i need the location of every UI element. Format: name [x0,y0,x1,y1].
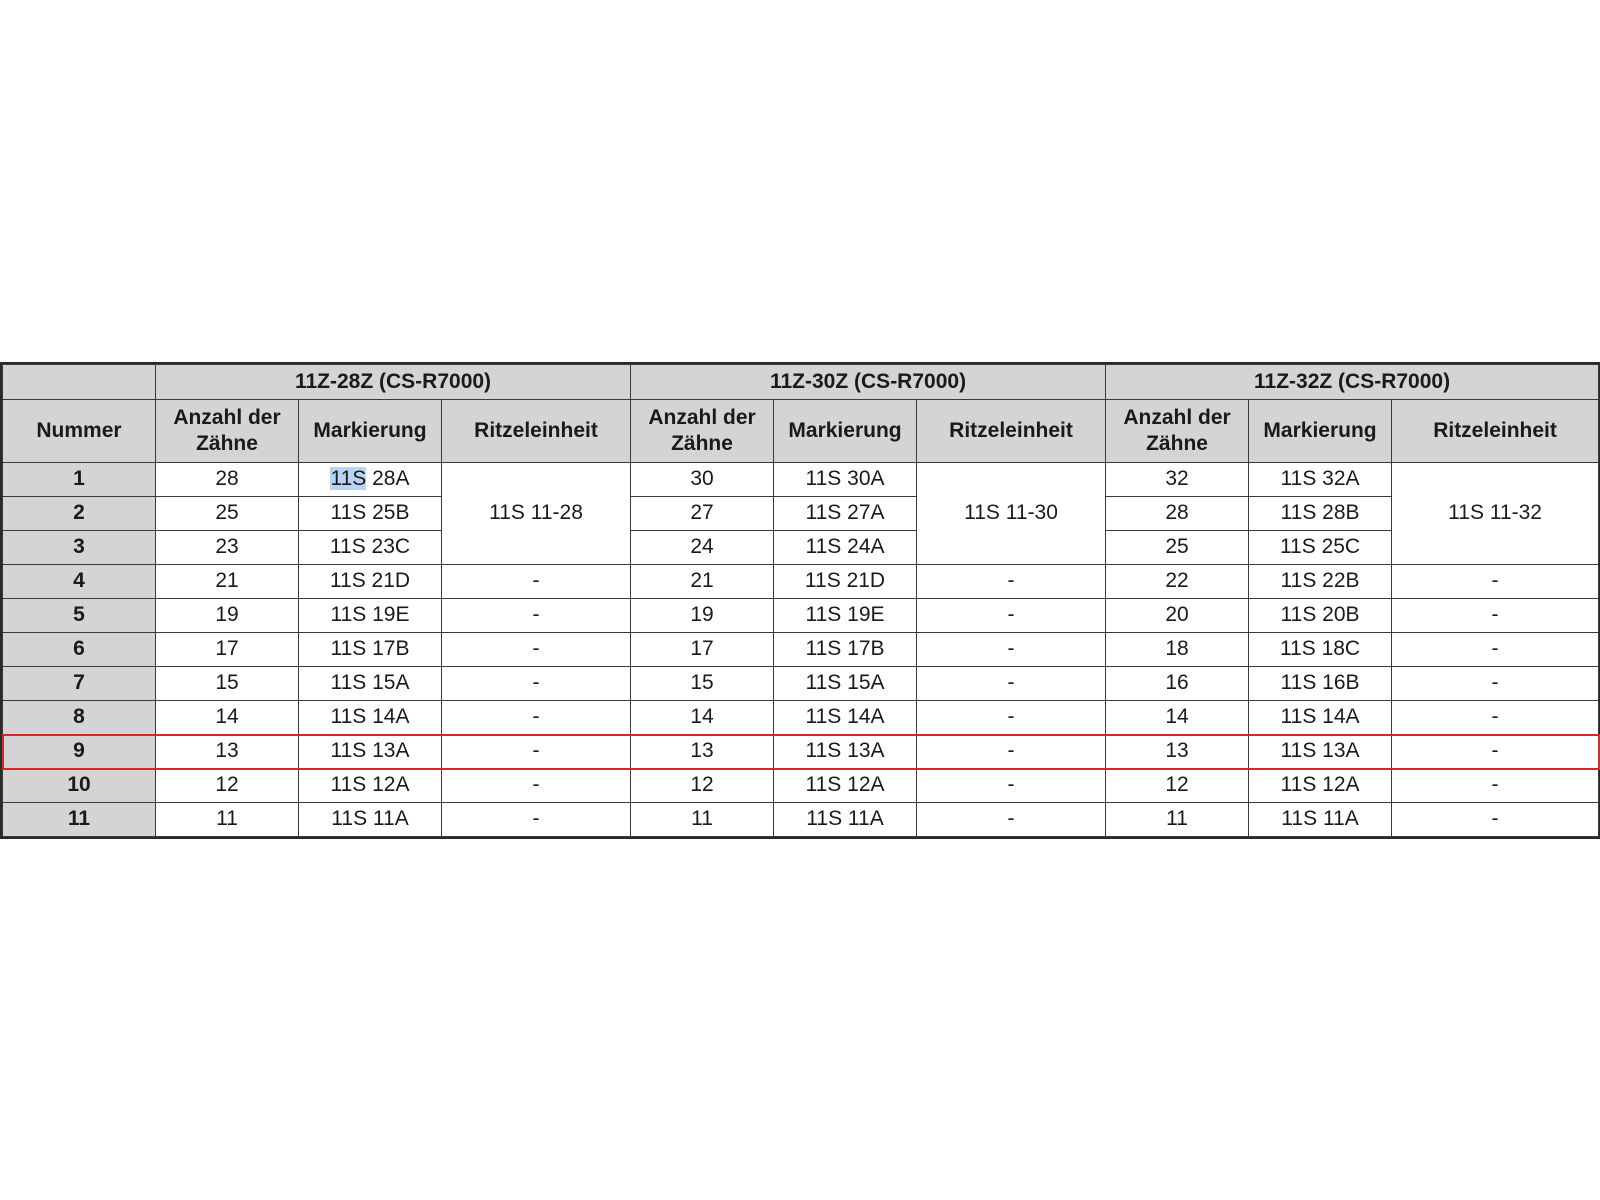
column-header-nummer: Nummer [3,400,156,463]
row-number: 10 [3,769,156,803]
teeth-cell[interactable]: 19 [156,599,299,633]
marking-cell[interactable]: 11S 18C [1249,633,1392,667]
unit-cell[interactable]: - [917,565,1106,599]
marking-cell[interactable]: 11S 21D [299,565,442,599]
row-number: 3 [3,531,156,565]
marking-cell[interactable]: 11S 15A [774,667,917,701]
column-header-teeth: Anzahl der Zähne [1106,400,1249,463]
unit-cell[interactable]: - [1392,803,1599,837]
unit-cell[interactable]: - [1392,599,1599,633]
group-header-row [3,365,1599,400]
table-row [3,463,1599,497]
marking-cell[interactable]: 11S 25B [299,497,442,531]
row-number: 9 [3,735,156,769]
row-number: 1 [3,463,156,497]
teeth-cell[interactable]: 28 [156,463,299,497]
teeth-cell[interactable]: 17 [156,633,299,667]
unit-cell[interactable]: - [1392,667,1599,701]
unit-cell[interactable]: - [917,803,1106,837]
teeth-cell[interactable]: 12 [631,769,774,803]
column-header-unit: Ritzeleinheit [917,400,1106,463]
teeth-cell[interactable]: 21 [156,565,299,599]
table-row [3,599,1599,633]
row-number: 11 [3,803,156,837]
unit-cell[interactable]: - [442,769,631,803]
teeth-cell[interactable]: 24 [631,531,774,565]
marking-cell[interactable]: 11S 12A [299,769,442,803]
row-number: 8 [3,701,156,735]
marking-cell[interactable]: 11S 21D [774,565,917,599]
teeth-cell[interactable]: 18 [1106,633,1249,667]
teeth-cell[interactable]: 13 [631,735,774,769]
column-header-teeth: Anzahl der Zähne [156,400,299,463]
unit-cell-merged[interactable]: 11S 11-32 [1392,463,1599,565]
unit-cell-merged[interactable]: 11S 11-28 [442,463,631,565]
unit-cell[interactable]: - [442,667,631,701]
unit-cell[interactable]: - [442,599,631,633]
unit-cell[interactable]: - [1392,565,1599,599]
teeth-cell[interactable]: 30 [631,463,774,497]
unit-cell[interactable]: - [917,735,1106,769]
teeth-cell[interactable]: 11 [156,803,299,837]
table-row-highlighted [3,735,1599,769]
unit-cell[interactable]: - [917,599,1106,633]
marking-cell[interactable]: 11S 11A [299,803,442,837]
teeth-cell[interactable]: 15 [156,667,299,701]
unit-cell[interactable]: - [442,701,631,735]
row-number: 2 [3,497,156,531]
teeth-cell[interactable]: 14 [1106,701,1249,735]
teeth-cell[interactable]: 28 [1106,497,1249,531]
unit-cell[interactable]: - [1392,769,1599,803]
marking-cell[interactable]: 11S 11A [774,803,917,837]
unit-cell[interactable]: - [442,633,631,667]
table-row [3,633,1599,667]
table-row [3,667,1599,701]
teeth-cell[interactable]: 14 [631,701,774,735]
row-number: 4 [3,565,156,599]
marking-cell[interactable]: 11S 32A [1249,463,1392,497]
unit-cell[interactable]: - [1392,701,1599,735]
text-selection: 11S [330,467,367,491]
row-number: 5 [3,599,156,633]
unit-cell[interactable]: - [917,667,1106,701]
teeth-cell[interactable]: 12 [156,769,299,803]
marking-cell[interactable]: 11S 12A [1249,769,1392,803]
teeth-cell[interactable]: 15 [631,667,774,701]
unit-cell[interactable]: - [917,701,1106,735]
marking-cell[interactable]: 11S 24A [774,531,917,565]
teeth-cell[interactable]: 14 [156,701,299,735]
teeth-cell[interactable]: 19 [631,599,774,633]
teeth-cell[interactable]: 13 [1106,735,1249,769]
marking-cell[interactable] [299,463,442,497]
marking-cell[interactable]: 11S 27A [774,497,917,531]
unit-cell[interactable]: - [917,633,1106,667]
marking-cell[interactable]: 11S 30A [774,463,917,497]
unit-cell-merged[interactable]: 11S 11-30 [917,463,1106,565]
unit-cell[interactable]: - [442,565,631,599]
column-header-unit: Ritzeleinheit [1392,400,1599,463]
marking-cell[interactable]: 11S 28B [1249,497,1392,531]
teeth-cell[interactable]: 25 [1106,531,1249,565]
teeth-cell[interactable]: 13 [156,735,299,769]
marking-cell[interactable]: 11S 19E [774,599,917,633]
row-number: 7 [3,667,156,701]
column-header-marking: Markierung [1249,400,1392,463]
unit-cell[interactable]: - [1392,633,1599,667]
column-header-unit: Ritzeleinheit [442,400,631,463]
table-row [3,565,1599,599]
sprocket-table [2,364,1599,837]
marking-cell[interactable]: 11S 20B [1249,599,1392,633]
teeth-cell[interactable]: 22 [1106,565,1249,599]
marking-cell[interactable]: 11S 25C [1249,531,1392,565]
group-header-28z: 11Z-28Z (CS-R7000) [156,365,631,400]
marking-cell[interactable]: 11S 13A [1249,735,1392,769]
marking-cell[interactable]: 11S 13A [299,735,442,769]
teeth-cell[interactable]: 25 [156,497,299,531]
unit-cell[interactable]: - [442,803,631,837]
sprocket-table-container [2,364,1598,837]
marking-cell[interactable]: 11S 14A [299,701,442,735]
corner-cell [3,365,156,400]
marking-cell[interactable]: 11S 13A [774,735,917,769]
unit-cell[interactable]: - [1392,735,1599,769]
marking-cell[interactable]: 11S 14A [1249,701,1392,735]
group-header-30z: 11Z-30Z (CS-R7000) [631,365,1106,400]
marking-cell[interactable]: 11S 15A [299,667,442,701]
unit-cell[interactable]: - [917,769,1106,803]
teeth-cell[interactable]: 32 [1106,463,1249,497]
marking-cell[interactable]: 11S 11A [1249,803,1392,837]
unit-cell[interactable]: - [442,735,631,769]
teeth-cell[interactable]: 17 [631,633,774,667]
marking-cell[interactable]: 11S 23C [299,531,442,565]
teeth-cell[interactable]: 20 [1106,599,1249,633]
row-number: 6 [3,633,156,667]
table-row [3,769,1599,803]
table-row [3,701,1599,735]
table-row [3,531,1599,565]
table-row [3,497,1599,531]
teeth-cell[interactable]: 21 [631,565,774,599]
teeth-cell[interactable]: 11 [1106,803,1249,837]
group-header-32z: 11Z-32Z (CS-R7000) [1106,365,1599,400]
marking-cell[interactable]: 11S 14A [774,701,917,735]
teeth-cell[interactable]: 23 [156,531,299,565]
marking-cell-rest: 28A [366,467,410,491]
column-header-teeth: Anzahl der Zähne [631,400,774,463]
column-header-row [3,400,1599,463]
marking-cell[interactable]: 11S 17B [774,633,917,667]
marking-cell[interactable]: 11S 17B [299,633,442,667]
marking-cell[interactable]: 11S 22B [1249,565,1392,599]
teeth-cell[interactable]: 11 [631,803,774,837]
column-header-marking: Markierung [774,400,917,463]
marking-cell[interactable]: 11S 12A [774,769,917,803]
teeth-cell[interactable]: 12 [1106,769,1249,803]
teeth-cell[interactable]: 16 [1106,667,1249,701]
marking-cell[interactable]: 11S 19E [299,599,442,633]
marking-cell[interactable]: 11S 16B [1249,667,1392,701]
column-header-marking: Markierung [299,400,442,463]
table-row [3,803,1599,837]
teeth-cell[interactable]: 27 [631,497,774,531]
